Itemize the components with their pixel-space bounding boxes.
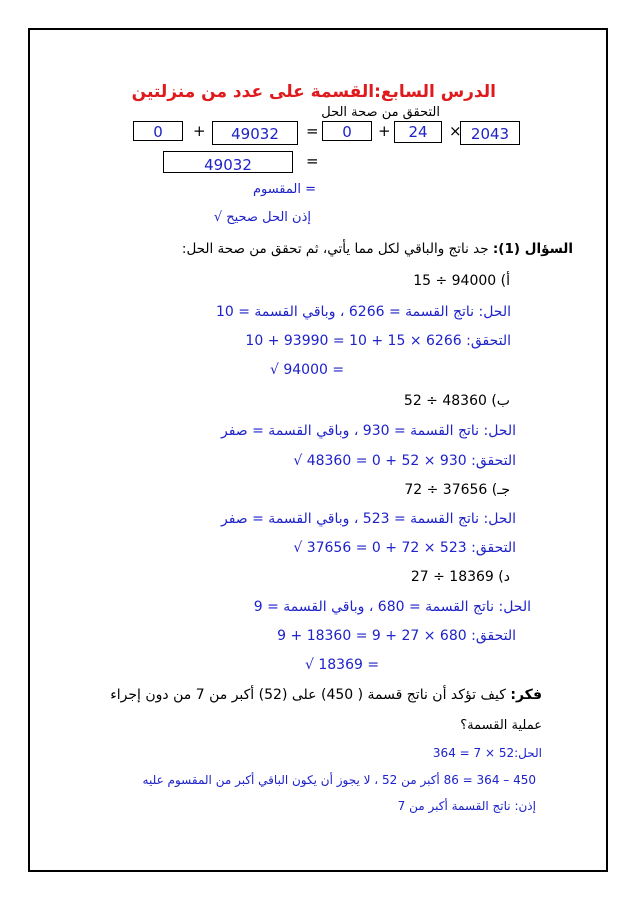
part-a-solution: الحل: ناتج القسمة = 6266 ، وباقي القسمة = 10 — [215, 304, 511, 320]
part-a-label: أ) — [500, 273, 510, 289]
part-d-label: د) — [498, 569, 510, 585]
think-text-2: عملية القسمة؟ — [460, 718, 542, 733]
part-d-solution: الحل: ناتج القسمة = 680 ، وباقي القسمة = 9 — [253, 599, 531, 615]
part-b — [404, 394, 510, 408]
part-a-final: √ 94000 = — [270, 362, 345, 378]
part-c-check: التحقق: 523 × 72 + 0 = 37656 √ — [293, 540, 516, 556]
remainder-box-2: 0 — [322, 121, 372, 141]
correct-label: إذن الحل صحيح √ — [213, 210, 311, 225]
part-a-expr: 15 ÷ 94000 — [413, 273, 497, 289]
part-c-expr: 72 ÷ 37656 — [404, 482, 488, 498]
plus-sign-2: + — [378, 122, 391, 140]
equals-sign-2: = — [306, 152, 319, 170]
divisor-box: 2043 — [460, 121, 520, 145]
part-a-check: التحقق: 6266 × 15 + 10 = 93990 + 10 — [245, 333, 511, 349]
part-c-label: جـ) — [491, 482, 510, 498]
part-b-check: التحقق: 930 × 52 + 0 = 48360 √ — [293, 453, 516, 469]
part-a — [413, 274, 510, 288]
lesson-title: الدرس السابع:القسمة على عدد من منزلتين — [131, 82, 496, 102]
check-label: التحقق من صحة الحل — [321, 105, 440, 120]
question-1 — [182, 243, 573, 257]
think-text: كيف تؤكد أن ناتج قسمة ( 450) على (52) أكبر من 7 من دون إجراء — [110, 687, 506, 703]
think-prefix: فكر: — [510, 687, 542, 703]
part-d-expr: 27 ÷ 18369 — [410, 569, 494, 585]
part-c-solution: الحل: ناتج القسمة = 523 ، وباقي القسمة = صفر — [220, 511, 516, 527]
part-b-label: ب) — [491, 393, 510, 409]
think-question — [110, 688, 542, 702]
part-b-solution: الحل: ناتج القسمة = 930 ، وباقي القسمة = صفر — [220, 423, 516, 439]
times-sign: × — [449, 122, 462, 140]
quotient-box: 24 — [394, 121, 442, 143]
part-d — [411, 570, 510, 584]
part-d-check: التحقق: 680 × 27 + 9 = 18360 + 9 — [277, 628, 516, 644]
part-d-final: √ 18369 = — [305, 657, 380, 673]
equals-sign: = — [306, 122, 319, 140]
product-box: 49032 — [212, 121, 298, 145]
part-c — [404, 483, 510, 497]
result-box: 49032 — [163, 151, 293, 173]
think-solution-3: إذن: ناتج القسمة أكبر من 7 — [397, 799, 536, 813]
plus-sign: + — [193, 122, 206, 140]
think-solution-2: 450 – 364 = 86 أكبر من 52 ، لا يجوز أن يكون الباقي أكبر من المقسوم عليه — [142, 773, 536, 787]
question-1-prefix: السؤال (1): — [492, 241, 573, 257]
part-b-expr: 52 ÷ 48360 — [403, 393, 487, 409]
remainder-box: 0 — [133, 121, 183, 141]
question-1-text: جد ناتج والباقي لكل مما يأتي، ثم تحقق من صحة الحل: — [181, 241, 489, 257]
think-solution-1: الحل:52 × 7 = 364 — [432, 746, 542, 760]
dividend-label: = المقسوم — [252, 182, 316, 197]
